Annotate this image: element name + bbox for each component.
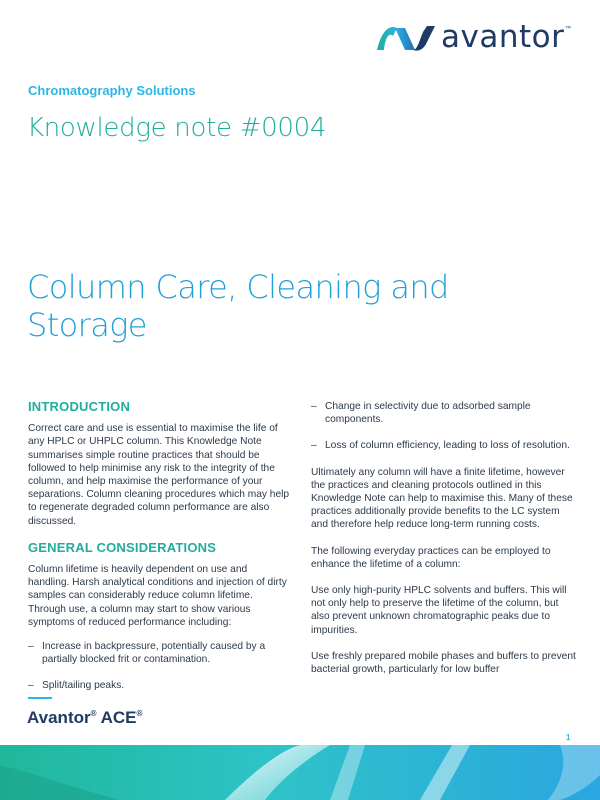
list-item-text: Split/tailing peaks. [42,680,125,692]
symptoms-list-continued [311,400,576,453]
trademark-mark: ™ [565,26,571,32]
footer-accent-rule [28,697,52,699]
dash-bullet: – [311,401,317,412]
document-title: Column Care, Cleaning and Storage [27,268,449,344]
registered-mark: ® [136,709,143,718]
list-item [28,679,290,692]
general-considerations-body: Column lifetime is heavily dependent on use and handling. Harsh analytical conditions and injection of dirty samples can considerably reduce column lifetime. Through use, a column may start to show various symptoms of reduced performance including: [28,564,287,628]
list-item-text: Change in selectivity due to adsorbed sample components. [325,401,531,426]
list-item [28,640,290,666]
list-item-text: Increase in backpressure, potentially caused by a partially blocked frit or contamination. [42,641,266,666]
avantor-mark-icon [375,22,437,54]
decorative-gradient-band [0,745,600,800]
knowledge-note-title: Knowledge note #0004 [27,113,327,143]
list-item-text: Loss of column efficiency, leading to loss of resolution. [325,440,570,452]
dash-bullet: – [311,440,317,452]
ace-product-name: ACE [96,708,137,727]
registered-mark: ® [90,709,97,718]
page-number: 1 [566,733,571,742]
ace-brand-name: Avantor [27,708,91,727]
introduction-heading: INTRODUCTION [28,399,131,414]
high-purity-paragraph: Use only high-purity HPLC solvents and buffers. This will not only help to preserve the lifetime of the column, but also prevent unknown chromatographic peaks due to impurities. [311,585,567,636]
avantor-logo [375,19,575,56]
left-column [28,400,290,693]
list-item [311,400,576,426]
everyday-practices-paragraph: The following everyday practices can be employed to enhance the lifetime of a column: [311,545,551,570]
dash-bullet: – [28,680,34,692]
list-item [311,439,576,452]
category-label: Chromatography Solutions [28,83,196,98]
introduction-body: Correct care and use is essential to maximise the life of any HPLC or UHPLC column. This Knowledge Note summarises simple routine practices that should be followed to help minimise any risk to the integrity of the column, and help maximise the performance of your separations. Column cleaning procedures which may help to regenerate degraded column performance are also discussed. [28,423,290,527]
fresh-mobile-phase-paragraph: Use freshly prepared mobile phases and buffers to prevent bacterial growth, particularly for low buffer [311,650,576,676]
avantor-ace-brand [27,708,142,728]
right-column [311,400,576,676]
general-considerations-heading: GENERAL CONSIDERATIONS [28,539,217,555]
brand-wordmark: avantor [441,19,565,55]
dash-bullet: – [28,641,34,653]
symptoms-list [28,640,290,693]
lifetime-paragraph: Ultimately any column will have a finite lifetime, however the practices and cleaning protocols outlined in this Knowledge Note can help to maximise this. Many of these practices additionally provide benefits to the LC system and therefore help reduce long-term running costs. [311,466,573,531]
